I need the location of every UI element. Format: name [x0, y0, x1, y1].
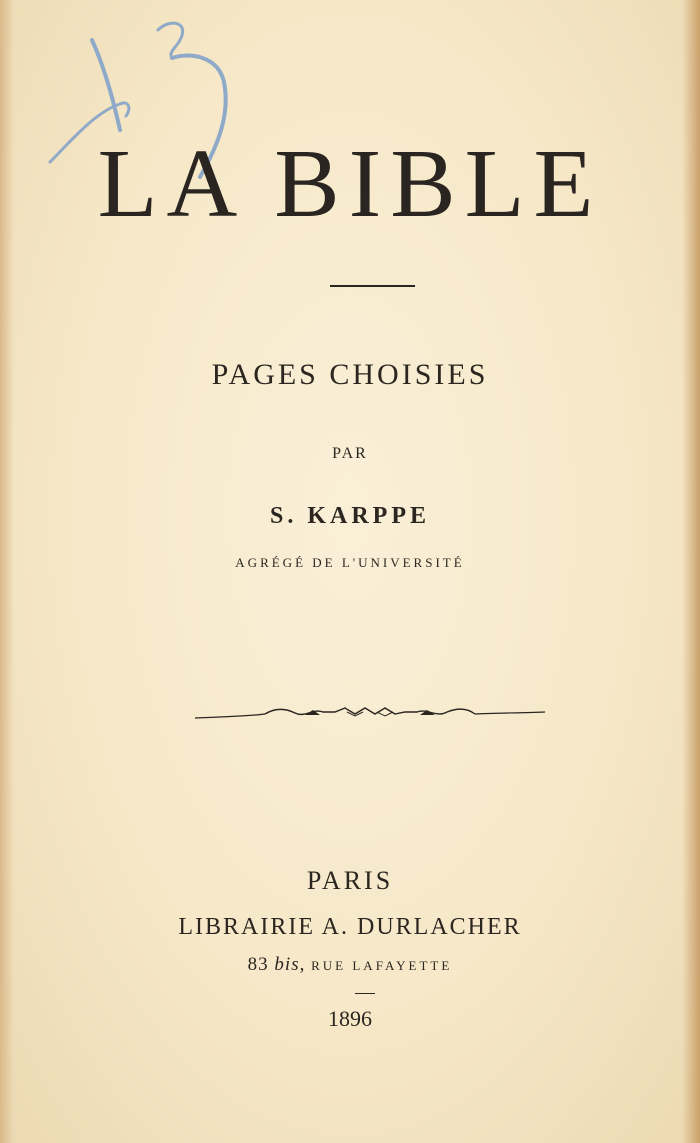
imprint-city: PARIS	[306, 866, 394, 895]
book-subtitle: PAGES CHOISIES	[211, 358, 489, 391]
author-name: S. KARPPE	[269, 503, 430, 529]
imprint-address	[0, 954, 700, 976]
address-bis: bis,	[274, 954, 306, 975]
by-line: PAR	[332, 445, 368, 462]
imprint-publisher: LIBRAIRIE A. DURLACHER	[178, 914, 522, 940]
imprint-year: 1896	[328, 1006, 372, 1031]
address-street: RUE LAFAYETTE	[311, 958, 453, 973]
ornamental-divider-icon	[195, 700, 545, 726]
address-number: 83	[247, 954, 269, 975]
author-credential: AGRÉGÉ DE L'UNIVERSITÉ	[235, 555, 465, 570]
title-rule	[330, 285, 415, 287]
book-title: LA BIBLE	[97, 130, 603, 238]
year-rule	[355, 993, 375, 994]
